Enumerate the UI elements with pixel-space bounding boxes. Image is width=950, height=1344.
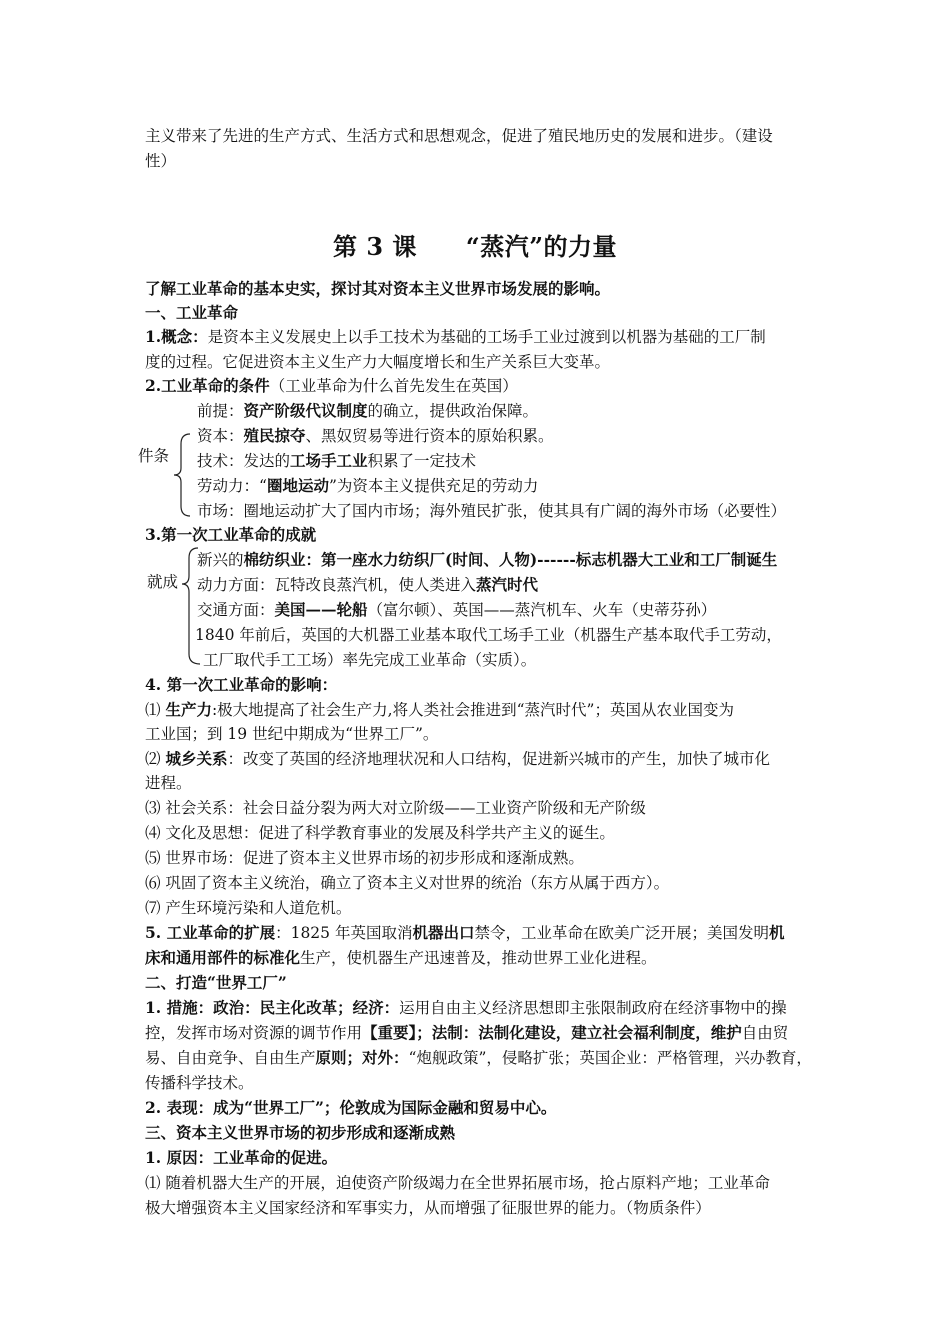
reason-1-line-1: ⑴ 随着机器大生产的开展，迫使资产阶级竭力在全世界拓展市场，抢占原料产地；工业革命 [145, 1174, 770, 1192]
impact-1-line-1 [145, 698, 810, 722]
impact-4: ⑷ 文化及思想：促进了科学教育事业的发展及科学共产主义的诞生。 [145, 824, 615, 842]
conditions-label: 2.工业革命的条件 [145, 376, 270, 395]
measures-key-g: 原则；对外： [315, 1048, 409, 1067]
transport-label: 交通方面： [197, 601, 275, 619]
impact-2-text: ：改变了英国的经济地理状况和人口结构，促进新兴城市的产生，加快了城市化 [227, 750, 770, 768]
premise-key: 资产阶级代议制度 [243, 401, 368, 420]
measures-key-d: 【重要】；法制：法制化建设，建立社会福利制度，维护 [362, 1023, 742, 1042]
transport-text: （富尔顿）、英国——蒸汽机车、火车（史蒂芬孙） [367, 601, 717, 619]
lesson-objective: 了解工业革命的基本史实，探讨其对资本主义世界市场发展的影响。 [145, 279, 611, 298]
premise-label: 前提： [197, 402, 244, 420]
tech-text: 积累了一定技术 [367, 452, 477, 470]
measures-text-h: “炮舰政策”，侵略扩张；英国企业：严格管理，兴办教育， [408, 1049, 812, 1067]
impact-5: ⑸ 世界市场：促进了资本主义世界市场的初步形成和逐渐成熟。 [145, 849, 584, 867]
section-3-heading: 三、资本主义世界市场的初步形成和逐渐成熟 [145, 1123, 456, 1142]
cotton-key: 棉纺织业：第一座水力纺织厂(时间、人物)------标志机器大工业和工厂制诞生 [243, 550, 778, 569]
achievement-1840-line-1: 1840 年前后，英国的大机器工业基本取代工场手工业（机器生产基本取代手工劳动， [195, 626, 782, 644]
expansion-key-d: 机 [768, 923, 785, 942]
measures-label: 1. 措施：政治：民主化改革；经济： [145, 998, 400, 1017]
concept-line-2: 度的过程。它促进资本主义生产力大幅度增长和生产关系巨大变革。 [145, 353, 611, 371]
impact-2-line-2: 进程。 [145, 774, 192, 792]
measures-line-2 [145, 1021, 810, 1045]
conditions-heading [145, 374, 810, 398]
measures-text-c: 控，发挥市场对资源的调节作用 [145, 1024, 363, 1042]
conditions-side-label: 件条 [138, 447, 170, 465]
measures-line-4: 传播科学技术。 [145, 1074, 254, 1092]
expansion-key-e: 床和通用部件的标准化 [145, 948, 301, 967]
impact-7: ⑺ 产生环境污染和人道危机。 [145, 899, 352, 917]
labor-key: 圈地运动 [266, 476, 329, 495]
condition-premise [197, 399, 810, 423]
measures-text-b: 运用自由主义经济思想即主张限制政府在经济事物中的操 [399, 999, 787, 1017]
expansion-text-c: 禁令，工业革命在欧美广泛开展；美国发明 [474, 924, 769, 942]
concept-line-1 [145, 325, 810, 349]
expansion-line-2 [145, 946, 810, 970]
achievement-1840-line-2: 工厂取代手工工场）率先完成工业革命（实质）。 [203, 651, 537, 669]
impact-2-key: 城乡关系 [165, 749, 228, 768]
impact-2-line-1 [145, 747, 810, 771]
intro-line-1: 主义带来了先进的生产方式、生活方式和思想观念，促进了殖民地历史的发展和进步。（建设 [145, 127, 773, 145]
impact-1-text: :极大地提高了社会生产力,将人类社会推进到“蒸汽时代”；英国从农业国变为 [211, 701, 734, 719]
power-text: 动力方面：瓦特改良蒸汽机，使人类进入 [197, 576, 477, 594]
labor-label: 劳动力：“ [197, 477, 267, 495]
expansion-label: 5. 工业革命的扩展 [145, 923, 276, 942]
transport-key: 美国——轮船 [274, 600, 368, 619]
achievements-heading: 3.第一次工业革命的成就 [145, 525, 317, 544]
capital-key: 殖民掠夺 [243, 426, 306, 445]
reason-1-line-2: 极大增强资本主义国家经济和军事实力，从而增强了征服世界的能力。（物质条件） [145, 1199, 711, 1217]
cotton-label: 新兴的 [197, 551, 244, 569]
power-key: 蒸汽时代 [476, 575, 539, 594]
premise-text: 的确立，提供政治保障。 [367, 402, 539, 420]
intro-line-2: 性） [145, 152, 177, 170]
tech-key: 工场手工业 [290, 451, 368, 470]
achievement-power [197, 573, 810, 597]
conditions-question: （工业革命为什么首先发生在英国） [269, 377, 518, 395]
condition-tech [197, 449, 810, 473]
measures-line-1 [145, 996, 810, 1020]
performance-line: 2. 表现：成为“世界工厂”；伦敦成为国际金融和贸易中心。 [145, 1098, 557, 1117]
tech-label: 技术：发达的 [197, 452, 291, 470]
measures-text-e: 自由贸 [741, 1024, 789, 1042]
condition-capital [197, 424, 810, 448]
condition-market: 市场：圈地运动扩大了国内市场；海外殖民扩张，使其具有广阔的海外市场（必要性） [197, 502, 787, 520]
section-1-heading: 一、工业革命 [145, 303, 239, 322]
concept-label: 1.概念： [145, 327, 208, 346]
impact-1-number: ⑴ [145, 701, 166, 719]
measures-text-f: 易、自由竞争、自由生产 [145, 1049, 316, 1067]
labor-text: ”为资本主义提供充足的劳动力 [328, 477, 539, 495]
reason-heading: 1. 原因：工业革命的促进。 [145, 1148, 338, 1167]
expansion-text-a: ：1825 年英国取消 [275, 924, 413, 942]
expansion-key-b: 机器出口 [412, 923, 475, 942]
capital-text: 、黑奴贸易等进行资本的原始积累。 [305, 427, 554, 445]
achievements-side-label: 就成 [147, 573, 179, 591]
impact-1-key: 生产力 [165, 700, 212, 719]
impact-heading: 4. 第一次工业革命的影响： [145, 675, 338, 694]
section-2-heading: 二、打造“世界工厂” [145, 973, 287, 992]
concept-text-1: 是资本主义发展史上以手工技术为基础的工场手工业过渡到以机器为基础的工厂制 [207, 328, 766, 346]
conditions-brace [172, 432, 192, 518]
impact-2-number: ⑵ [145, 750, 166, 768]
measures-line-3 [145, 1046, 810, 1070]
condition-labor [197, 474, 810, 498]
capital-label: 资本： [197, 427, 244, 445]
achievement-cotton [197, 548, 810, 572]
impact-6: ⑹ 巩固了资本主义统治，确立了资本主义对世界的统治（东方从属于西方）。 [145, 874, 670, 892]
expansion-text-f: 生产，使机器生产迅速普及，推动世界工业化进程。 [300, 949, 657, 967]
lesson-title: 第 3 课 “蒸汽”的力量 [332, 232, 618, 261]
achievement-transport [197, 598, 810, 622]
impact-3: ⑶ 社会关系：社会日益分裂为两大对立阶级——工业资产阶级和无产阶级 [145, 799, 646, 817]
impact-1-line-2: 工业国；到 19 世纪中期成为“世界工厂”。 [145, 725, 439, 743]
achievements-brace [180, 546, 200, 668]
expansion-line-1 [145, 921, 810, 945]
